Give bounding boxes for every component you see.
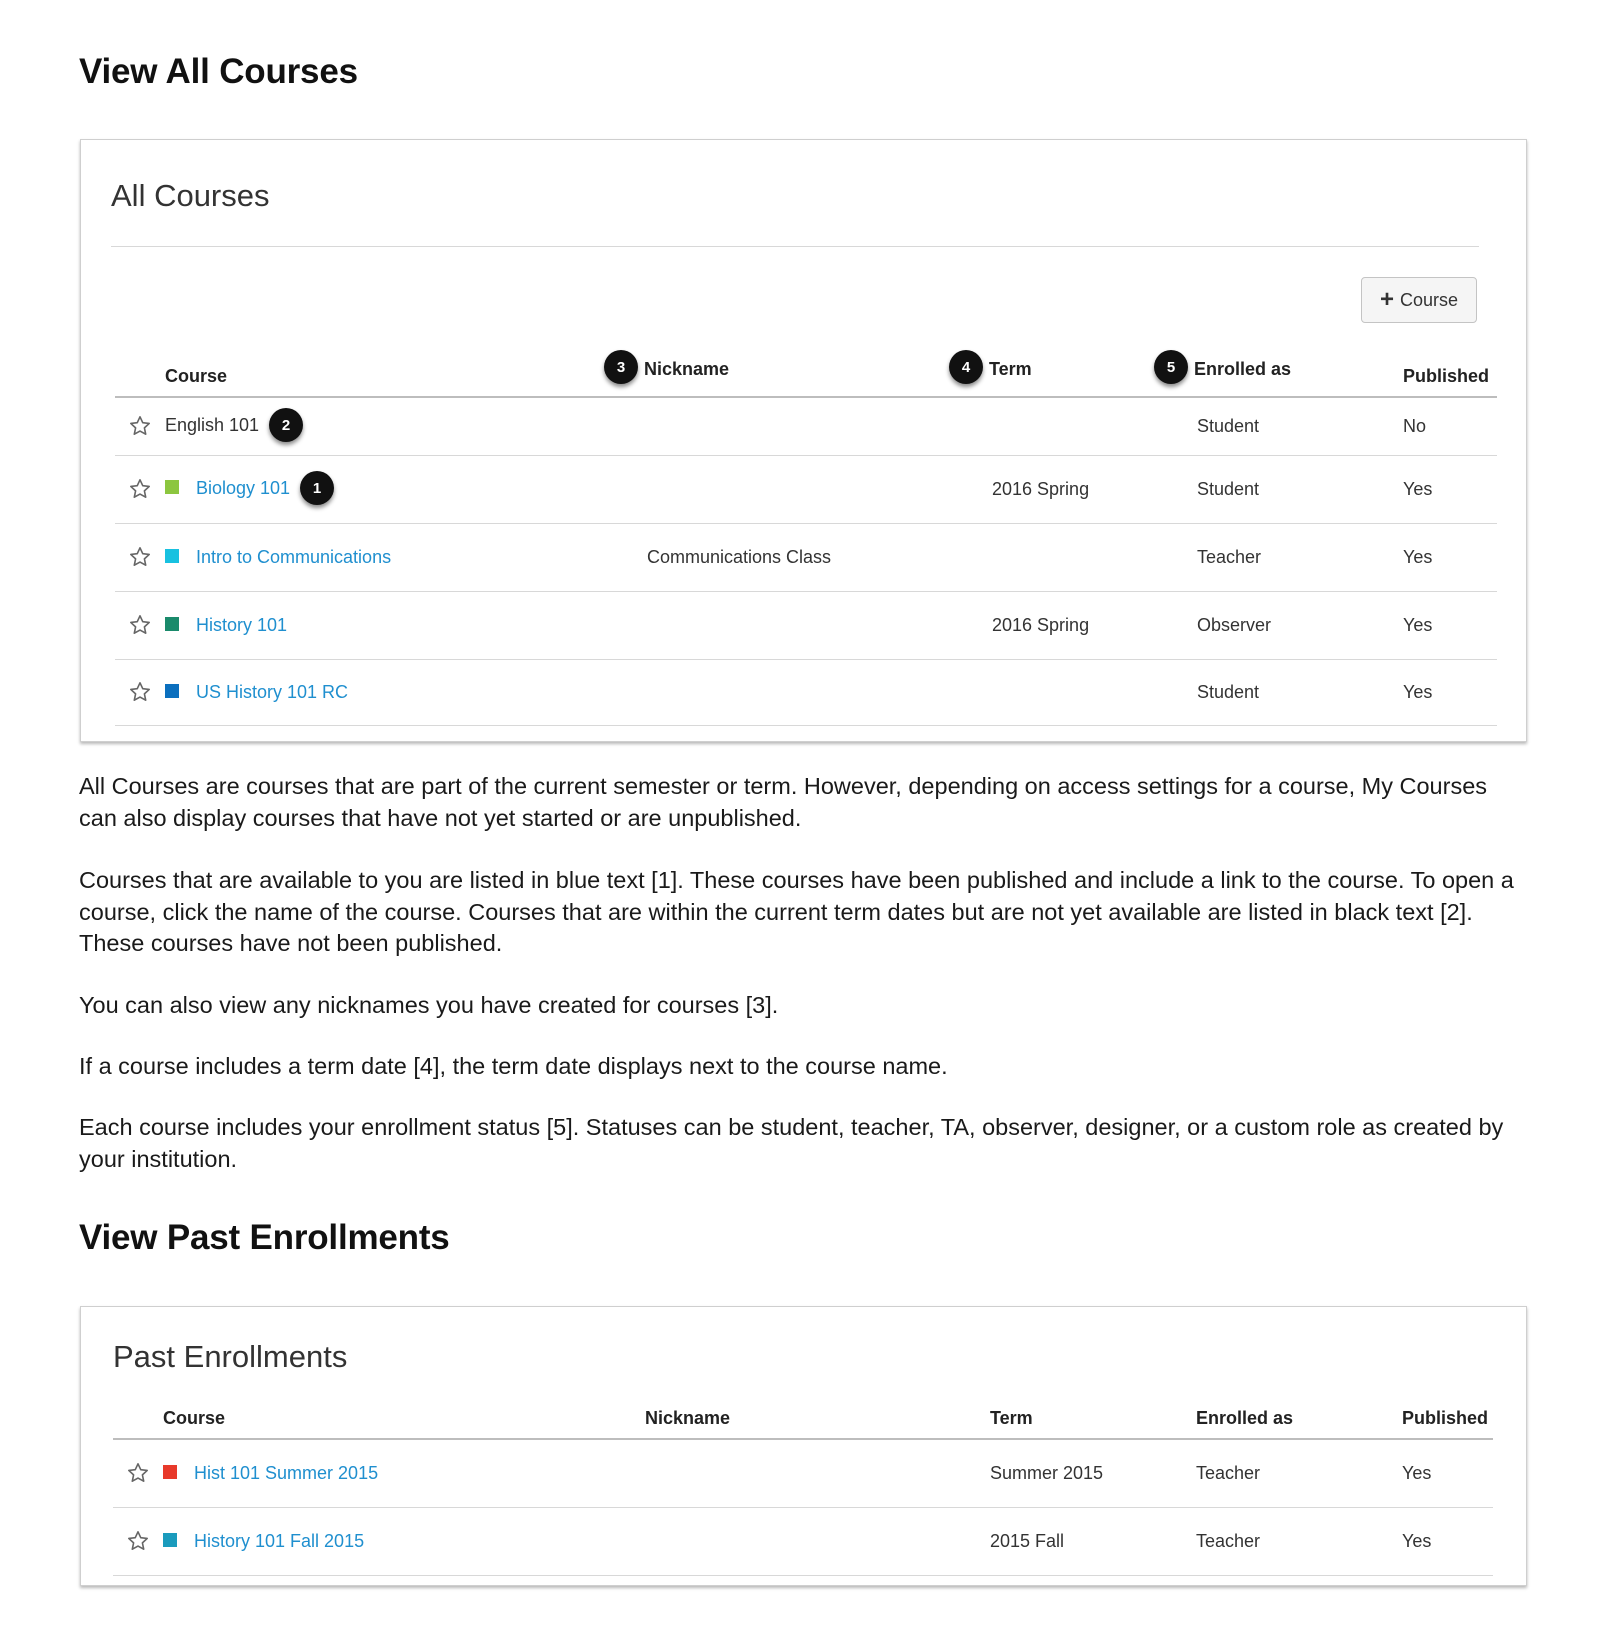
nickname-cell <box>647 455 992 523</box>
star-outline-icon[interactable] <box>128 680 152 704</box>
course-name: English 101 <box>165 415 260 435</box>
favorite-cell <box>113 1439 163 1507</box>
term-cell: 2016 Spring <box>992 455 1197 523</box>
course-color-swatch <box>163 1533 177 1547</box>
table-row <box>113 1507 1493 1575</box>
table-row <box>115 659 1497 725</box>
course-color-swatch <box>165 617 179 631</box>
plus-icon: + <box>1379 286 1394 313</box>
panel-title: All Courses <box>111 178 270 213</box>
course-link[interactable]: History 101 Fall 2015 <box>194 1530 365 1551</box>
course-cell <box>163 1507 645 1575</box>
term-cell <box>992 659 1197 725</box>
column-header-term[interactable]: 4 Term <box>992 343 1197 397</box>
callout-badge-2: 2 <box>269 408 303 442</box>
published-cell: No <box>1403 397 1497 455</box>
course-link[interactable]: History 101 <box>196 614 288 635</box>
table-header-row <box>113 1385 1493 1439</box>
published-cell: Yes <box>1402 1439 1493 1507</box>
enrolled-cell: Teacher <box>1196 1507 1402 1575</box>
nickname-cell: Communications Class <box>647 523 992 591</box>
course-link[interactable]: Hist 101 Summer 2015 <box>194 1462 379 1483</box>
add-course-button[interactable] <box>1361 277 1477 323</box>
published-cell: Yes <box>1402 1507 1493 1575</box>
table-header-row <box>115 343 1497 397</box>
callout-badge-5: 5 <box>1154 350 1188 384</box>
add-course-label: Course <box>1399 289 1459 310</box>
favorite-cell <box>115 659 165 725</box>
course-color-swatch <box>165 480 179 494</box>
favorite-cell <box>115 523 165 591</box>
term-cell: 2015 Fall <box>990 1507 1196 1575</box>
table-row <box>115 397 1497 455</box>
course-color-swatch <box>163 1465 177 1479</box>
term-cell <box>992 523 1197 591</box>
column-header-enrolled[interactable]: 5 Enrolled as <box>1197 343 1403 397</box>
favorite-cell <box>113 1507 163 1575</box>
callout-badge-1: 1 <box>300 471 334 505</box>
course-link[interactable]: US History 101 RC <box>196 681 349 702</box>
enrolled-cell: Observer <box>1197 591 1403 659</box>
course-color-swatch <box>165 549 179 563</box>
all-courses-table <box>115 343 1497 726</box>
enrolled-cell: Teacher <box>1197 523 1403 591</box>
past-enrollments-panel <box>80 1306 1527 1586</box>
panel-title: Past Enrollments <box>113 1339 348 1374</box>
enrolled-cell: Student <box>1197 397 1403 455</box>
nickname-cell <box>645 1507 990 1575</box>
section-heading-past-enrollments: View Past Enrollments <box>79 1218 450 1257</box>
paragraph: Courses that are available to you are listed in blue text [1]. These courses have been published and include a link to the course. To open a course, click the name of the course. Courses that are within the current term dates but are not yet available are listed in black text [2]. These courses have not been published. <box>79 867 1514 956</box>
column-header-published[interactable]: Published <box>1402 1385 1493 1439</box>
course-cell <box>165 397 647 455</box>
favorite-column-header <box>115 343 165 397</box>
column-header-course[interactable]: Course <box>163 1385 645 1439</box>
table-row <box>115 523 1497 591</box>
favorite-cell <box>115 455 165 523</box>
nickname-cell <box>647 659 992 725</box>
star-outline-icon[interactable] <box>126 1461 150 1485</box>
course-link[interactable]: Intro to Communications <box>196 546 392 567</box>
callout-badge-3: 3 <box>604 350 638 384</box>
column-header-course[interactable]: Course <box>165 343 647 397</box>
paragraph: You can also view any nicknames you have created for courses [3]. <box>79 992 779 1018</box>
course-color-swatch <box>165 684 179 698</box>
star-outline-icon[interactable] <box>126 1529 150 1553</box>
published-cell: Yes <box>1403 523 1497 591</box>
enrolled-cell: Teacher <box>1196 1439 1402 1507</box>
table-row <box>113 1439 1493 1507</box>
course-cell <box>165 591 647 659</box>
star-outline-icon[interactable] <box>128 414 152 438</box>
nickname-cell <box>645 1439 990 1507</box>
paragraph: If a course includes a term date [4], the term date displays next to the course name. <box>79 1053 948 1079</box>
published-cell: Yes <box>1403 659 1497 725</box>
column-header-nickname[interactable]: 3 Nickname <box>647 343 992 397</box>
course-cell <box>165 455 647 523</box>
table-row <box>115 455 1497 523</box>
enrolled-cell: Student <box>1197 455 1403 523</box>
table-row <box>115 591 1497 659</box>
paragraph: All Courses are courses that are part of the current semester or term. However, depending on access settings for a course, My Courses can also display courses that have not yet started or are unpublished. <box>79 773 1488 831</box>
star-outline-icon[interactable] <box>128 545 152 569</box>
published-cell: Yes <box>1403 591 1497 659</box>
term-cell: 2016 Spring <box>992 591 1197 659</box>
term-cell: Summer 2015 <box>990 1439 1196 1507</box>
all-courses-panel <box>80 139 1527 742</box>
past-enrollments-table <box>113 1385 1493 1576</box>
favorite-column-header <box>113 1385 163 1439</box>
section-heading-all-courses: View All Courses <box>79 52 358 91</box>
column-header-term[interactable]: Term <box>990 1385 1196 1439</box>
course-link[interactable]: Biology 101 <box>196 477 291 498</box>
nickname-cell <box>647 591 992 659</box>
course-cell <box>163 1439 645 1507</box>
favorite-cell <box>115 397 165 455</box>
enrolled-cell: Student <box>1197 659 1403 725</box>
favorite-cell <box>115 591 165 659</box>
star-outline-icon[interactable] <box>128 477 152 501</box>
term-cell <box>992 397 1197 455</box>
paragraph: Each course includes your enrollment status [5]. Statuses can be student, teacher, TA, observer, designer, or a custom role as created by your institution. <box>79 1114 1504 1172</box>
course-cell <box>165 523 647 591</box>
column-header-nickname[interactable]: Nickname <box>645 1385 990 1439</box>
callout-badge-4: 4 <box>949 350 983 384</box>
column-header-enrolled[interactable]: Enrolled as <box>1196 1385 1402 1439</box>
star-outline-icon[interactable] <box>128 613 152 637</box>
nickname-cell <box>647 397 992 455</box>
published-cell: Yes <box>1403 455 1497 523</box>
course-cell <box>165 659 647 725</box>
title-divider <box>111 246 1479 247</box>
column-header-published[interactable]: Published <box>1403 343 1497 397</box>
